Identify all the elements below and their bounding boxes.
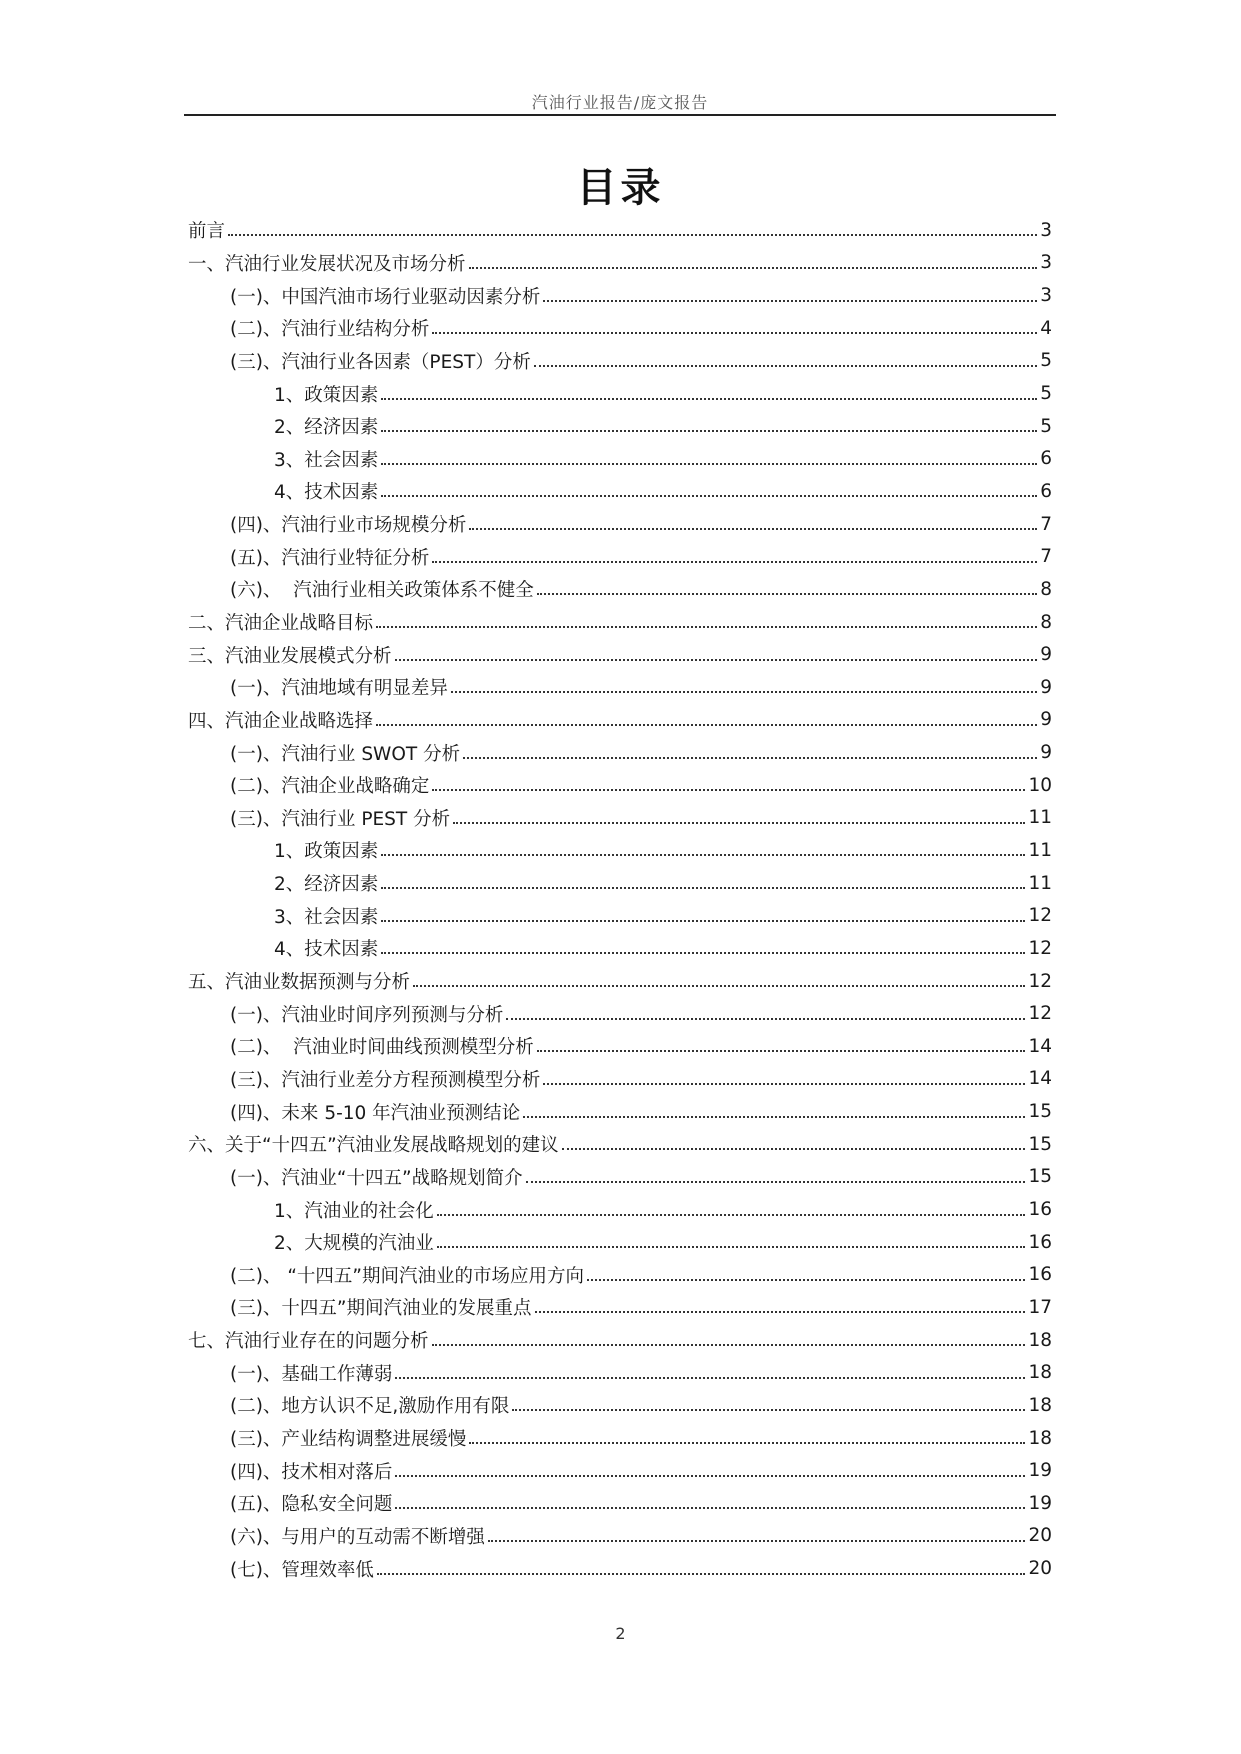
dot-leader <box>451 691 1037 693</box>
dot-leader <box>437 1246 1026 1248</box>
dot-leader <box>395 1507 1025 1509</box>
toc-entry-title: (六)、与用户的互动需不断增强 <box>230 1526 485 1548</box>
dot-leader <box>562 1148 1026 1150</box>
toc-entry-title: (一)、汽油业“十四五”战略规划简介 <box>230 1167 523 1189</box>
toc-entry-title: (一)、基础工作薄弱 <box>230 1363 393 1385</box>
toc-entry-title: (四)、技术相对落后 <box>230 1461 393 1483</box>
table-of-contents <box>188 214 1052 1585</box>
toc-entry-title: (三)、十四五”期间汽油业的发展重点 <box>230 1298 532 1320</box>
toc-entry[interactable] <box>188 1422 1052 1455</box>
dot-leader <box>537 1050 1026 1052</box>
toc-entry-page: 14 <box>1028 1068 1052 1090</box>
dot-leader <box>413 985 1025 987</box>
toc-entry[interactable] <box>188 1128 1052 1161</box>
toc-entry[interactable] <box>188 410 1052 443</box>
toc-entry-page: 12 <box>1028 937 1052 959</box>
toc-entry-page: 18 <box>1028 1394 1052 1416</box>
dot-leader <box>543 1083 1025 1085</box>
toc-entry-title: (二)、汽油企业战略确定 <box>230 776 430 798</box>
header-divider <box>184 114 1056 116</box>
toc-entry[interactable] <box>188 573 1052 606</box>
toc-entry[interactable] <box>188 1063 1052 1096</box>
toc-entry-title: 2、经济因素 <box>274 874 379 896</box>
dot-leader <box>395 1377 1025 1379</box>
toc-entry-page: 8 <box>1040 611 1052 633</box>
dot-leader <box>463 757 1037 759</box>
toc-entry-page: 16 <box>1028 1199 1052 1221</box>
dot-leader <box>453 822 1025 824</box>
toc-entry-page: 3 <box>1040 252 1052 274</box>
toc-entry-title: 1、汽油业的社会化 <box>274 1200 434 1222</box>
toc-entry[interactable] <box>188 442 1052 475</box>
dot-leader <box>488 1540 1026 1542</box>
dot-leader <box>535 1311 1026 1313</box>
toc-entry[interactable] <box>188 769 1052 802</box>
toc-entry-page: 18 <box>1028 1362 1052 1384</box>
toc-entry-title: (四)、未来 5-10 年汽油业预测结论 <box>230 1102 521 1124</box>
dot-leader <box>381 495 1037 497</box>
toc-entry[interactable] <box>188 1259 1052 1292</box>
toc-entry-page: 19 <box>1028 1460 1052 1482</box>
dot-leader <box>437 1214 1026 1216</box>
toc-entry-page: 11 <box>1028 807 1052 829</box>
toc-entry-title: (五)、汽油行业特征分析 <box>230 547 430 569</box>
toc-entry[interactable] <box>188 1552 1052 1585</box>
toc-entry-page: 4 <box>1040 317 1052 339</box>
dot-leader <box>432 561 1037 563</box>
toc-entry-title: (二)、地方认识不足,激励作用有限 <box>230 1396 510 1418</box>
toc-entry-title: 五、汽油业数据预测与分析 <box>188 972 411 994</box>
dot-leader <box>526 1181 1026 1183</box>
toc-entry-title: (二)、 “十四五”期间汽油业的市场应用方向 <box>230 1265 584 1287</box>
dot-leader <box>395 1475 1025 1477</box>
dot-leader <box>381 887 1025 889</box>
dot-leader <box>381 463 1037 465</box>
toc-entry-title: (一)、汽油行业 SWOT 分析 <box>230 743 461 765</box>
toc-entry-page: 16 <box>1028 1231 1052 1253</box>
toc-entry-title: 4、技术因素 <box>274 482 379 504</box>
toc-entry-title: 六、关于“十四五”汽油业发展战略规划的建议 <box>188 1135 559 1157</box>
dot-leader <box>537 593 1038 595</box>
toc-entry-page: 3 <box>1040 285 1052 307</box>
toc-entry-title: 七、汽油行业存在的问题分析 <box>188 1331 429 1353</box>
toc-entry-page: 15 <box>1028 1133 1052 1155</box>
toc-entry-page: 9 <box>1040 742 1052 764</box>
running-header: 汽油行业报告/庞文报告 <box>531 93 709 112</box>
dot-leader <box>469 528 1037 530</box>
toc-entry[interactable] <box>188 834 1052 867</box>
dot-leader <box>469 267 1038 269</box>
toc-entry-page: 12 <box>1028 905 1052 927</box>
toc-entry[interactable] <box>188 1193 1052 1226</box>
toc-entry-page: 7 <box>1040 546 1052 568</box>
toc-entry[interactable] <box>188 638 1052 671</box>
toc-entry-title: (七)、管理效率低 <box>230 1559 374 1581</box>
toc-entry[interactable] <box>188 345 1052 378</box>
toc-entry-title: (二)、 汽油业时间曲线预测模型分析 <box>230 1037 534 1059</box>
toc-entry[interactable] <box>188 932 1052 965</box>
dot-leader <box>543 300 1037 302</box>
toc-entry-title: 1、政策因素 <box>274 384 379 406</box>
toc-entry-page: 18 <box>1028 1329 1052 1351</box>
toc-heading: 目录 <box>576 165 665 211</box>
toc-entry-page: 6 <box>1040 480 1052 502</box>
toc-entry[interactable] <box>188 802 1052 835</box>
dot-leader <box>506 1018 1025 1020</box>
toc-entry-title: (一)、中国汽油市场行业驱动因素分析 <box>230 286 541 308</box>
toc-entry-page: 12 <box>1028 970 1052 992</box>
dot-leader <box>381 854 1025 856</box>
toc-entry[interactable] <box>188 475 1052 508</box>
dot-leader <box>381 398 1037 400</box>
toc-entry[interactable] <box>188 214 1052 247</box>
toc-entry-title: 3、社会因素 <box>274 449 379 471</box>
toc-entry[interactable] <box>188 1226 1052 1259</box>
toc-entry[interactable] <box>188 1161 1052 1194</box>
toc-entry-page: 6 <box>1040 448 1052 470</box>
toc-entry[interactable] <box>188 736 1052 769</box>
toc-entry-title: (三)、汽油行业 PEST 分析 <box>230 808 451 830</box>
toc-entry-title: (三)、产业结构调整进展缓慢 <box>230 1429 467 1451</box>
toc-entry[interactable] <box>188 377 1052 410</box>
toc-entry-page: 20 <box>1028 1558 1052 1580</box>
dot-leader <box>381 430 1037 432</box>
toc-entry-page: 12 <box>1028 1003 1052 1025</box>
toc-entry[interactable] <box>188 1324 1052 1357</box>
toc-entry-page: 20 <box>1028 1525 1052 1547</box>
toc-entry-title: 3、社会因素 <box>274 906 379 928</box>
toc-entry[interactable] <box>188 540 1052 573</box>
toc-entry-title: 一、汽油行业发展状况及市场分析 <box>188 253 466 275</box>
toc-entry-page: 19 <box>1028 1492 1052 1514</box>
toc-entry-title: 2、经济因素 <box>274 417 379 439</box>
toc-entry-title: 4、技术因素 <box>274 939 379 961</box>
toc-entry-title: (一)、汽油业时间序列预测与分析 <box>230 1004 504 1026</box>
toc-entry-page: 5 <box>1040 383 1052 405</box>
toc-entry-title: 三、汽油业发展模式分析 <box>188 645 392 667</box>
toc-entry[interactable] <box>188 704 1052 737</box>
toc-entry[interactable] <box>188 965 1052 998</box>
toc-entry[interactable] <box>188 1520 1052 1553</box>
dot-leader <box>376 626 1037 628</box>
dot-leader <box>432 332 1037 334</box>
toc-entry-page: 15 <box>1028 1166 1052 1188</box>
toc-entry[interactable] <box>188 997 1052 1030</box>
dot-leader <box>432 789 1025 791</box>
toc-entry-title: (一)、汽油地域有明显差异 <box>230 678 448 700</box>
toc-entry[interactable] <box>188 1291 1052 1324</box>
toc-entry-page: 9 <box>1040 709 1052 731</box>
toc-entry[interactable] <box>188 1454 1052 1487</box>
toc-entry[interactable] <box>188 867 1052 900</box>
toc-entry-page: 9 <box>1040 676 1052 698</box>
toc-entry-page: 14 <box>1028 1035 1052 1057</box>
toc-entry[interactable] <box>188 671 1052 704</box>
toc-entry-title: (三)、汽油行业各因素（PEST）分析 <box>230 351 531 373</box>
toc-entry-page: 5 <box>1040 350 1052 372</box>
toc-entry[interactable] <box>188 1030 1052 1063</box>
dot-leader <box>469 1442 1025 1444</box>
toc-entry[interactable] <box>188 1095 1052 1128</box>
toc-entry-title: 前言 <box>188 221 226 243</box>
dot-leader <box>512 1409 1025 1411</box>
toc-entry-title: 1、政策因素 <box>274 841 379 863</box>
toc-entry[interactable] <box>188 606 1052 639</box>
toc-entry-page: 10 <box>1028 774 1052 796</box>
toc-entry[interactable] <box>188 279 1052 312</box>
toc-entry-title: (三)、汽油行业差分方程预测模型分析 <box>230 1069 541 1091</box>
toc-entry-title: (五)、隐私安全问题 <box>230 1494 393 1516</box>
toc-entry-title: (二)、汽油行业结构分析 <box>230 319 430 341</box>
toc-entry-page: 16 <box>1028 1264 1052 1286</box>
dot-leader <box>376 724 1037 726</box>
toc-entry-page: 11 <box>1028 839 1052 861</box>
dot-leader <box>395 659 1038 661</box>
toc-entry-page: 11 <box>1028 872 1052 894</box>
toc-entry[interactable] <box>188 1356 1052 1389</box>
toc-entry-page: 15 <box>1028 1101 1052 1123</box>
toc-entry[interactable] <box>188 312 1052 345</box>
toc-entry-title: 四、汽油企业战略选择 <box>188 710 374 732</box>
page-number: 2 <box>615 1624 626 1643</box>
dot-leader <box>228 234 1037 236</box>
toc-entry-title: (四)、汽油行业市场规模分析 <box>230 515 467 537</box>
toc-entry[interactable] <box>188 508 1052 541</box>
toc-entry-page: 8 <box>1040 578 1052 600</box>
dot-leader <box>432 1344 1026 1346</box>
toc-entry-title: 2、大规模的汽油业 <box>274 1233 434 1255</box>
dot-leader <box>377 1573 1026 1575</box>
toc-entry-title: (六)、 汽油行业相关政策体系不健全 <box>230 580 534 602</box>
toc-entry-page: 9 <box>1040 644 1052 666</box>
dot-leader <box>587 1279 1025 1281</box>
toc-entry[interactable] <box>188 1487 1052 1520</box>
dot-leader <box>381 952 1025 954</box>
toc-entry-page: 3 <box>1040 219 1052 241</box>
toc-entry[interactable] <box>188 247 1052 280</box>
toc-entry[interactable] <box>188 1389 1052 1422</box>
toc-entry-page: 17 <box>1028 1296 1052 1318</box>
toc-entry-page: 7 <box>1040 513 1052 535</box>
toc-entry-title: 二、汽油企业战略目标 <box>188 613 374 634</box>
toc-entry[interactable] <box>188 899 1052 932</box>
toc-entry-page: 18 <box>1028 1427 1052 1449</box>
dot-leader <box>381 920 1025 922</box>
dot-leader <box>523 1116 1025 1118</box>
dot-leader <box>534 365 1037 367</box>
toc-entry-page: 5 <box>1040 415 1052 437</box>
